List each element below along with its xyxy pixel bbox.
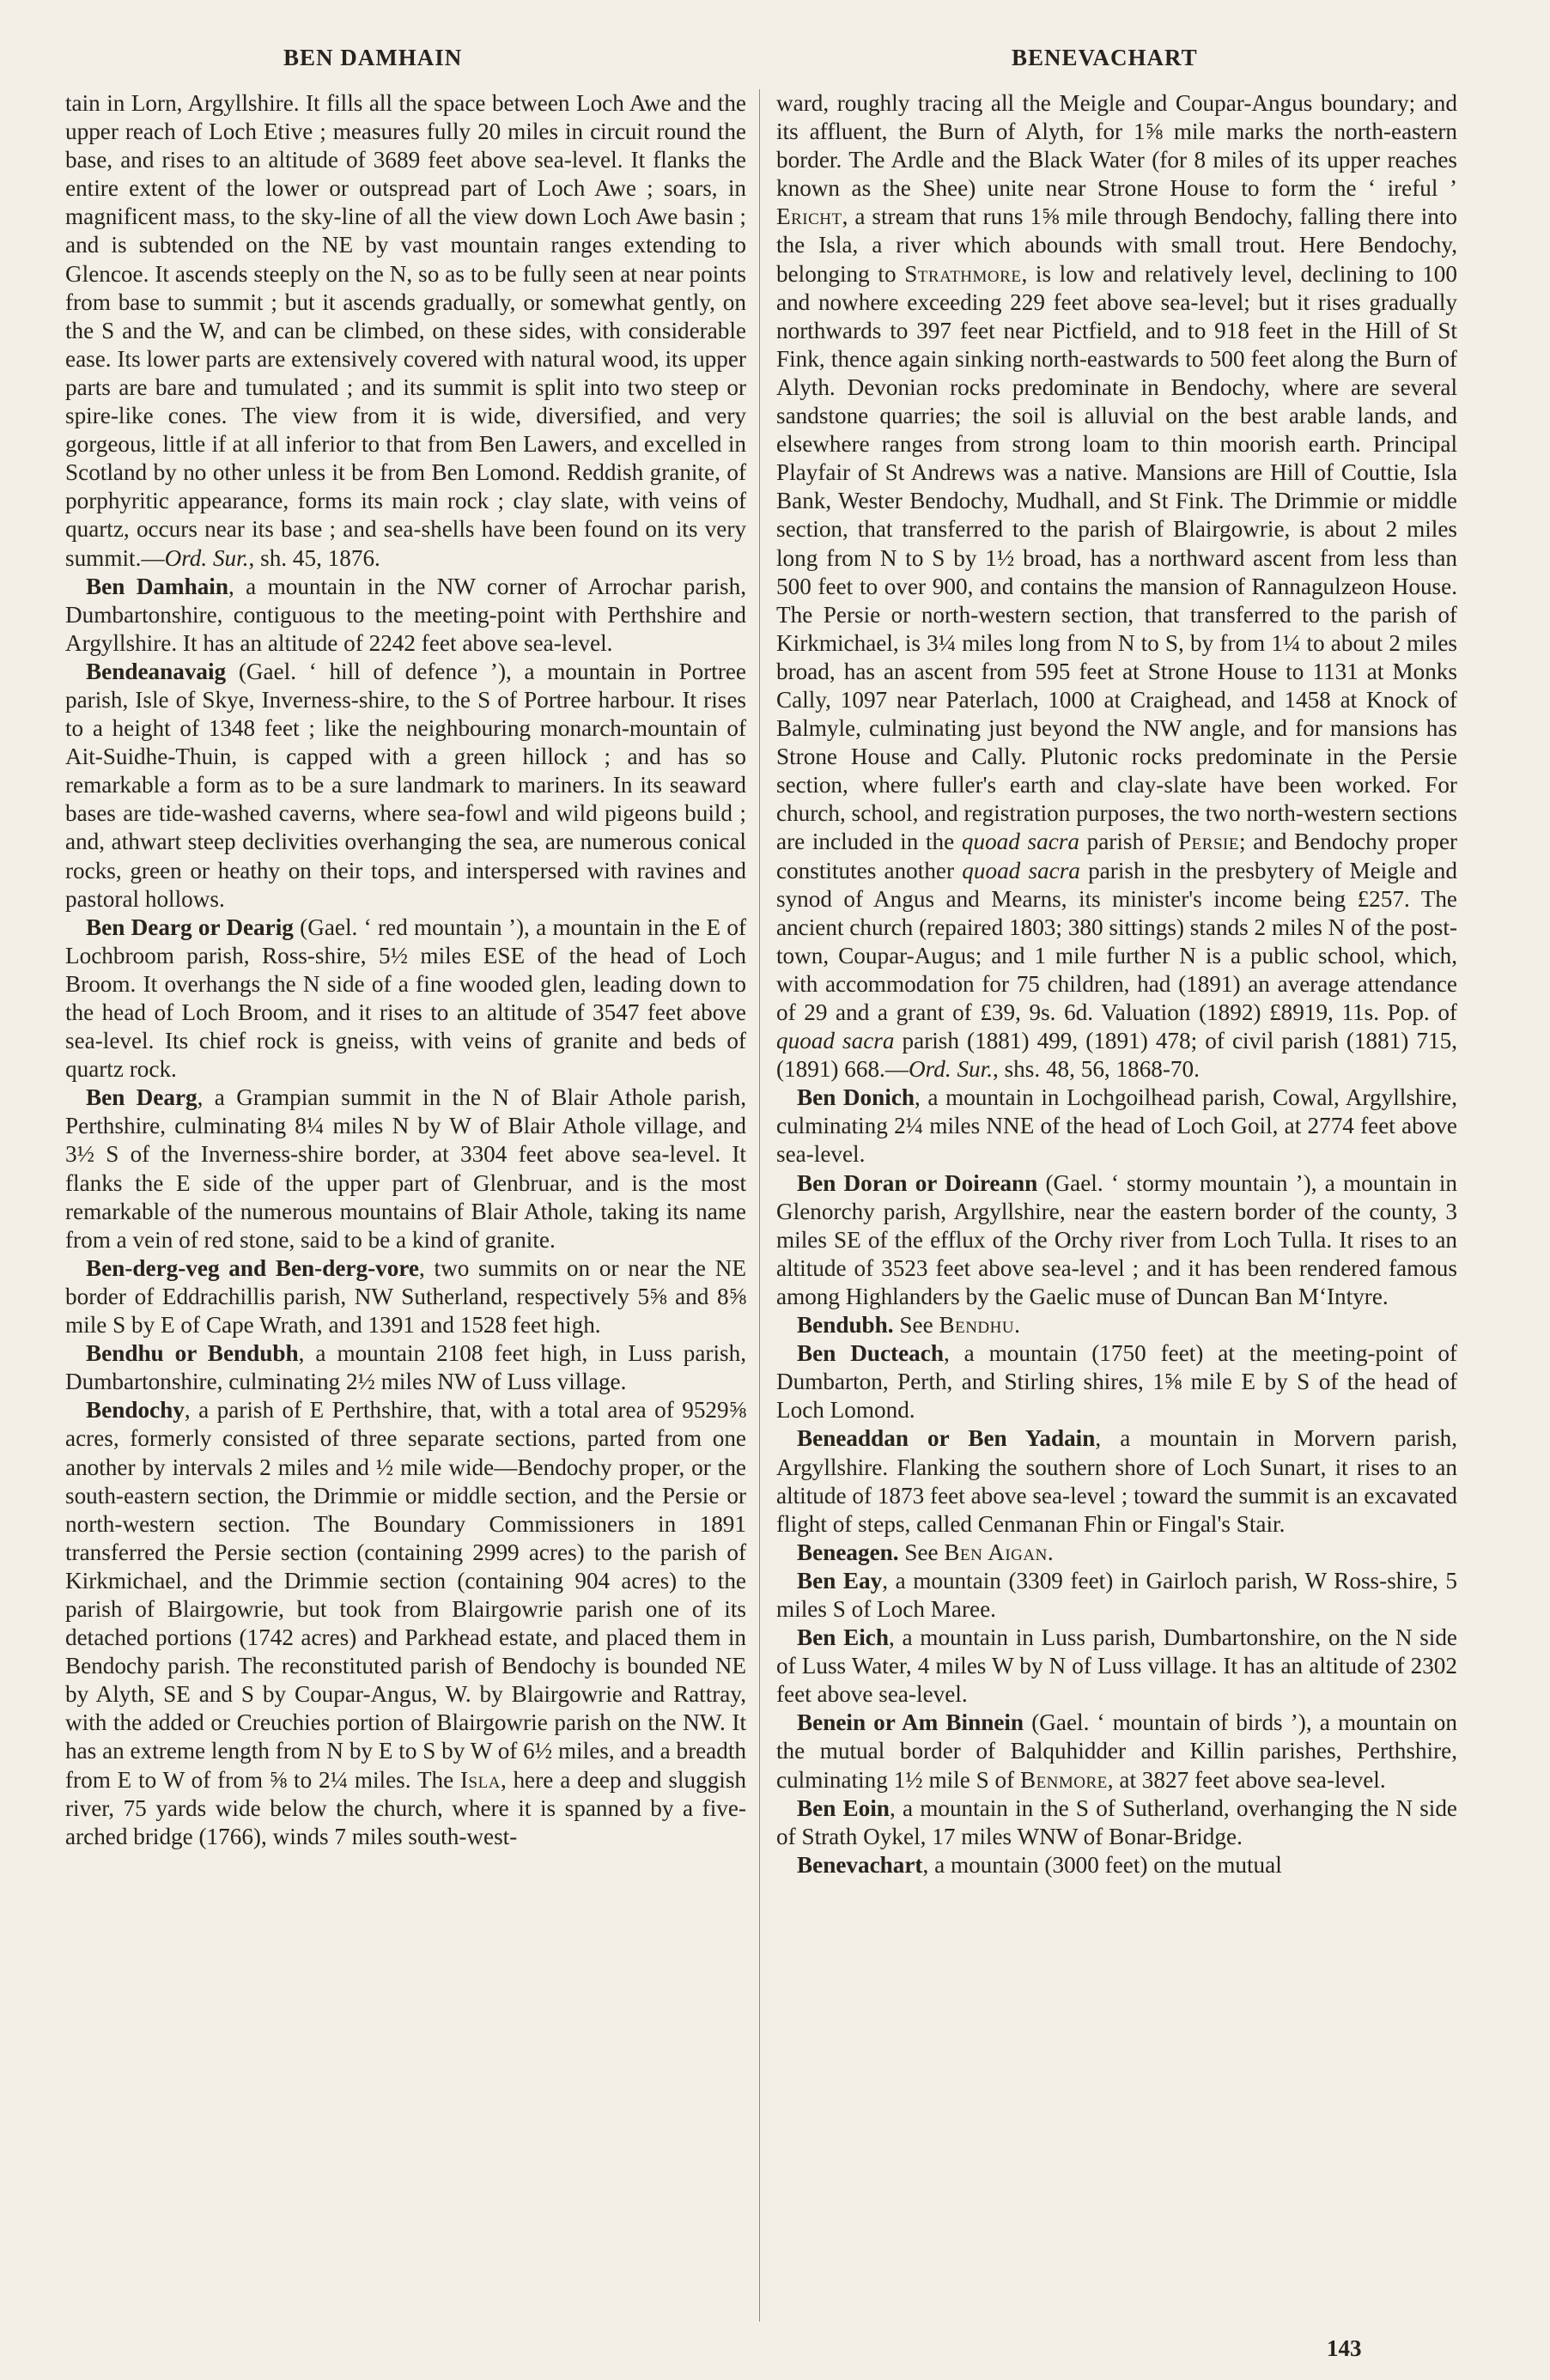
headword: Bendubh. — [797, 1312, 894, 1339]
cross-reference: Isla — [459, 1766, 501, 1793]
entry-ben-doran — [776, 1169, 1457, 1311]
entry-text: , a parish of E Perthshire, that, with a total area of 9529⅝ acres, formerly consisted of three separate sections, parted from one another by intervals 2 miles and ½ mile wide—Bendochy proper, or the south-eastern section, the Drimmie or middle section, and the Persie or north-western section. The Boundary Commissioners in 1891 transferred the Persie section (containing 2999 acres) to the parish of Kirkmichael, and the Drimmie section (containing 904 acres) to the parish of Blairgowrie, but took from Blairgowrie parish one of its detached portions (1742 acres) and Parkhead estate, and placed them in Bendochy parish. The reconstituted parish of Bendochy is bounded NE by Alyth, SE and S by Coupar-Angus, W. by Blairgowrie and Rattray, with the added or Creuchies portion of Blairgowrie parish on the NW. It has an extreme length from N by E to S by W of 6½ miles, and a breadth from E to W of from ⅝ to 2¼ miles. The — [65, 1397, 746, 1793]
entry-ben-dearg-or-dearig — [65, 914, 746, 1084]
entry-bendhu — [65, 1339, 746, 1396]
entry-ben-dearg — [65, 1084, 746, 1254]
entry-text: , a mountain in the NW corner of Arrochar parish, Dumbartonshire, contiguous to the meeting-point with Perthshire and Argyllshire. It has an altitude of 2242 feet above sea-level. — [65, 573, 746, 656]
entry-text: See — [898, 1539, 945, 1565]
headword: Benein or Am Binnein — [797, 1709, 1024, 1736]
latin-term: quoad sacra — [776, 1028, 895, 1054]
entry-text: (Gael. ‘ mountain of birds ’), a mountain on the mutual border of Balquhidder and Killin parishes, Perthshire, culminating 1½ mile S of — [776, 1709, 1457, 1793]
column-divider — [759, 89, 760, 2322]
entry-text: , a Grampian summit in the N of Blair Athole parish, Perthshire, culminating 8¼ miles N by W of Blair Athole village, and 3½ S of the Inverness-shire border, at 3304 feet above sea-level. It flanks the E side of the upper part of Glenbruar, and is the most remarkable of the numerous mountains of Blair Athole, taking its name from a vein of red stone, said to be a kind of granite. — [65, 1084, 747, 1253]
cross-reference: Ben Aigan — [944, 1539, 1048, 1565]
headword: Ben Doran or Doireann — [797, 1169, 1038, 1196]
running-head-right: BENEVACHART — [1012, 45, 1198, 70]
headword: Ben Eay — [797, 1567, 883, 1594]
entry-ben-eich — [776, 1624, 1457, 1709]
entry-text: , a mountain (3000 feet) on the mutual — [922, 1851, 1282, 1878]
cross-reference: Benmore — [1019, 1766, 1108, 1793]
headword: Bendochy — [86, 1397, 185, 1424]
entry-benevachart — [776, 1851, 1457, 1879]
entry-bendochy — [65, 1396, 746, 1851]
entry-text: (Gael. ‘ red mountain ’), a mountain in the E of Lochbroom parish, Ross-shire, 5½ miles ESE of the head of Loch Broom. It overhangs the N side of a fine wooded glen, leading down to the head of Loch Broom, and it rises to an altitude of 3547 feet above sea-level. Its chief rock is gneiss, with veins of granite and beds of quartz rock. — [65, 914, 746, 1083]
entry-text: ward, roughly tracing all the Meigle and Coupar-Angus boundary; and its affluent, the Burn of Alyth, for 1⅝ mile marks the north-eastern border. The Ardle and the Black Water (for 8 miles of its upper reaches known as the Shee) unite near Strone House to form the ‘ ireful ’ — [776, 90, 1457, 202]
entry-beneaddan — [776, 1424, 1457, 1538]
running-head-left: BEN DAMHAIN — [283, 45, 463, 70]
entry-text: , a mountain in the S of Sutherland, overhanging the N side of Strath Oykel, 17 miles WNW of Bonar-Bridge. — [776, 1794, 1457, 1849]
entry-text: , here a deep and sluggish river, 75 yards wide below the church, where it is spanned by a five-arched bridge (1766), winds 7 miles south-west- — [65, 1766, 746, 1849]
right-column — [776, 89, 1457, 1879]
entry-ben-eay — [776, 1567, 1457, 1624]
entry-bendochy-continued — [776, 89, 1457, 1084]
entry-text: . — [1047, 1539, 1054, 1565]
headword: Ben-derg-veg and Ben-derg-vore — [86, 1254, 419, 1281]
headword: Ben Ducteach — [797, 1340, 944, 1367]
running-head — [0, 45, 1550, 79]
entry-ben-eoin — [776, 1794, 1457, 1851]
entry-text: , sh. 45, 1876. — [248, 544, 380, 571]
ordnance-survey-ref: Ord. Sur. — [909, 1056, 993, 1083]
entry-ben-damhain — [65, 573, 746, 658]
entry-ben-ducteach — [776, 1339, 1457, 1424]
entry-text: , at 3827 feet above sea-level. — [1107, 1766, 1386, 1793]
entry-text: , a mountain in Lochgoilhead parish, Cowal, Argyllshire, culminating 2¼ miles NNE of the head of Loch Goil, at 2774 feet above sea-level. — [776, 1084, 1457, 1168]
headword: Ben Dearg or Dearig — [86, 914, 294, 940]
entry-ben-donich — [776, 1084, 1457, 1169]
entry-benein — [776, 1709, 1457, 1794]
headword: Beneagen. — [797, 1539, 899, 1565]
headword: Bendeanavaig — [86, 658, 227, 684]
entry-beneagen — [776, 1539, 1457, 1567]
left-column — [65, 89, 746, 1851]
entry-bendeanavaig — [65, 658, 746, 914]
headword: Bendhu or Bendubh — [86, 1340, 299, 1367]
headword: Ben Eoin — [797, 1794, 890, 1821]
entry-text: , a mountain in Morvern parish, Argyllshire. Flanking the southern shore of Loch Sunart, it rises to an altitude of 1873 feet above sea-level ; toward the summit is an excavated flight of steps, called Cenmanan Fhin or Fingal's Stair. — [776, 1425, 1457, 1537]
entry-text: . — [1014, 1312, 1020, 1339]
entry-ben-damhain-continued — [65, 89, 746, 573]
entry-text: parish (1881) 499, (1891) 478; of civil parish (1881) 715, (1891) 668.— — [776, 1028, 1457, 1083]
headword: Benevachart — [797, 1851, 923, 1878]
cross-reference: Ericht — [776, 203, 842, 230]
latin-term: quoad sacra — [962, 857, 1080, 883]
entry-text: ; and Bendochy proper constitutes another — [776, 829, 1457, 883]
headword: Ben Damhain — [86, 573, 228, 599]
entry-text: , a mountain (1750 feet) at the meeting-point of Dumbarton, Perth, and Stirling shires, 1⅝ mile E by S of the head of Loch Lomond. — [776, 1340, 1457, 1424]
headword: Ben Eich — [797, 1624, 889, 1651]
headword: Ben Dearg — [86, 1084, 198, 1111]
entry-text: , a stream that runs 1⅝ mile through Bendochy, falling there into the Isla, a river which abounds with small trout. Here Bendochy, belonging to — [776, 203, 1457, 287]
entry-text: , a mountain 2108 feet high, in Luss parish, Dumbartonshire, culminating 2½ miles NW of Luss village. — [65, 1340, 747, 1395]
entry-text: , a mountain (3309 feet) in Gairloch parish, W Ross-shire, 5 miles S of Loch Maree. — [776, 1567, 1457, 1622]
entry-text: See — [893, 1312, 939, 1339]
entry-bendubh — [776, 1311, 1457, 1339]
entry-text: , shs. 48, 56, 1868-70. — [993, 1056, 1200, 1083]
cross-reference: Bendhu — [939, 1312, 1015, 1339]
entry-text: (Gael. ‘ hill of defence ’), a mountain in Portree parish, Isle of Skye, Inverness-shire, to the S of Portree harbour. It rises to a height of 1348 feet ; like the neighbouring monarch-mountain of Ait-Suidhe-Thuin, is capped with a green hillock ; and has so remarkable a form as to be a sure landmark to mariners. In its seaward bases are tide-washed caverns, where sea-fowl and wild pigeons build ; and, athwart steep declivities overhanging the sea, are numerous conical rocks, green or heathy on their tops, and interspersed with ravines and pastoral hollows. — [65, 658, 746, 912]
entry-text: , is low and relatively level, declining to 100 and nowhere exceeding 229 feet above sea-level; but it rises gradually northwards to 397 feet near Pictfield, and to 918 feet in the Hill of St Fink, thence again sinking north-eastwards to 500 feet along the Burn of Alyth. Devonian rocks predominate in Bendochy, where are several sandstone quarries; the soil is alluvial on the best arable lands, and elsewhere ranges from strong loam to thin moorish earth. Principal Playfair of St Andrews was a native. Mansions are Hill of Couttie, Isla Bank, Wester Bendochy, Mudhall, and St Fink. The Drimmie or middle section, that transferred to the parish of Blairgowrie, is about 2 miles long from N to S by 1½ broad, has a northward ascent from less than 500 feet to over 900, and contains the mansion of Rannagulzeon House. The Persie or north-western section, that transferred to the parish of Kirkmichael, is 3¼ miles long from N to S, by from 1¼ to about 2 miles broad, has an ascent from 595 feet at Strone House to 1131 at Monks Cally, 1097 near Paterlach, 1000 at Craighead, and 1458 at Knock of Balmyle, culminating just beyond the NW angle, and for mansions has Strone House and Cally. Plutonic rocks predominate in the Persie section, where fuller's earth and clay-slate have been worked. For church, school, and registration purposes, the two north-western sections are included in the — [776, 260, 1457, 855]
headword: Beneaddan or Ben Yadain — [797, 1425, 1096, 1452]
entry-ben-derg-veg — [65, 1254, 746, 1339]
entry-text: (Gael. ‘ stormy mountain ’), a mountain in Glenorchy parish, Argyllshire, near the eastern border of the county, 3 miles SE of the efflux of the Orchy river from Loch Tulla. It rises to an altitude of 3523 feet above sea-level ; and it has been rendered famous among Highlanders by the Gaelic muse of Duncan Ban M‘Intyre. — [776, 1169, 1457, 1309]
entry-text: tain in Lorn, Argyllshire. It fills all the space between Loch Awe and the upper reach of Loch Etive ; measures fully 20 miles in circuit round the base, and rises to an altitude of 3689 feet above sea-level. It flanks the entire extent of the lower or outspread part of Loch Awe ; soars, in magnificent mass, to the sky-line of all the view down Loch Awe basin ; and is subtended on the NE by vast mountain ranges extending to Glencoe. It ascends steeply on the N, so as to be fully seen at near points from base to summit ; but it ascends gradually, or somewhat gently, on the S and the W, and can be climbed, on these sides, with considerable ease. Its lower parts are extensively covered with natural wood, its upper parts are bare and tumulated ; and its summit is split into two steep or spire-like cones. The view from it is wide, diversified, and very gorgeous, little if at all inferior to that from Ben Lawers, and excelled in Scotland by no other unless it be from Ben Lomond. Reddish granite, of porphyritic appearance, forms its main rock ; clay slate, with veins of quartz, occurs near its base ; and sea-shells have been found on its very summit.— — [65, 90, 746, 571]
ordnance-survey-ref: Ord. Sur. — [164, 544, 249, 571]
entry-text: , two summits on or near the NE border of Eddrachillis parish, NW Sutherland, respectively 5⅝ and 8⅝ mile S by E of Cape Wrath, and 1391 and 1528 feet high. — [65, 1254, 746, 1339]
cross-reference: Strathmore — [904, 260, 1022, 287]
cross-reference: Persie — [1178, 829, 1239, 855]
headword: Ben Donich — [797, 1084, 915, 1111]
entry-text: parish in the presbytery of Meigle and synod of Angus and Mearns, its minister's income being £257. The ancient church (repaired 1803; 380 sittings) stands 2 miles N of the post-town, Coupar-Augus; and 1 mile further N is a public school, which, with accommodation for 75 children, had (1891) an average attendance of 29 and a grant of £39, 9s. 6d. Valuation (1892) £8919, 11s. Pop. of — [776, 857, 1457, 1025]
page-number: 143 — [1327, 2335, 1362, 2361]
entry-text: , a mountain in Luss parish, Dumbartonshire, on the N side of Luss Water, 4 miles W by N of Luss village. It has an altitude of 2302 feet above sea-level. — [776, 1624, 1457, 1708]
entry-text: parish of — [1079, 829, 1179, 855]
latin-term: quoad sacra — [961, 829, 1079, 855]
